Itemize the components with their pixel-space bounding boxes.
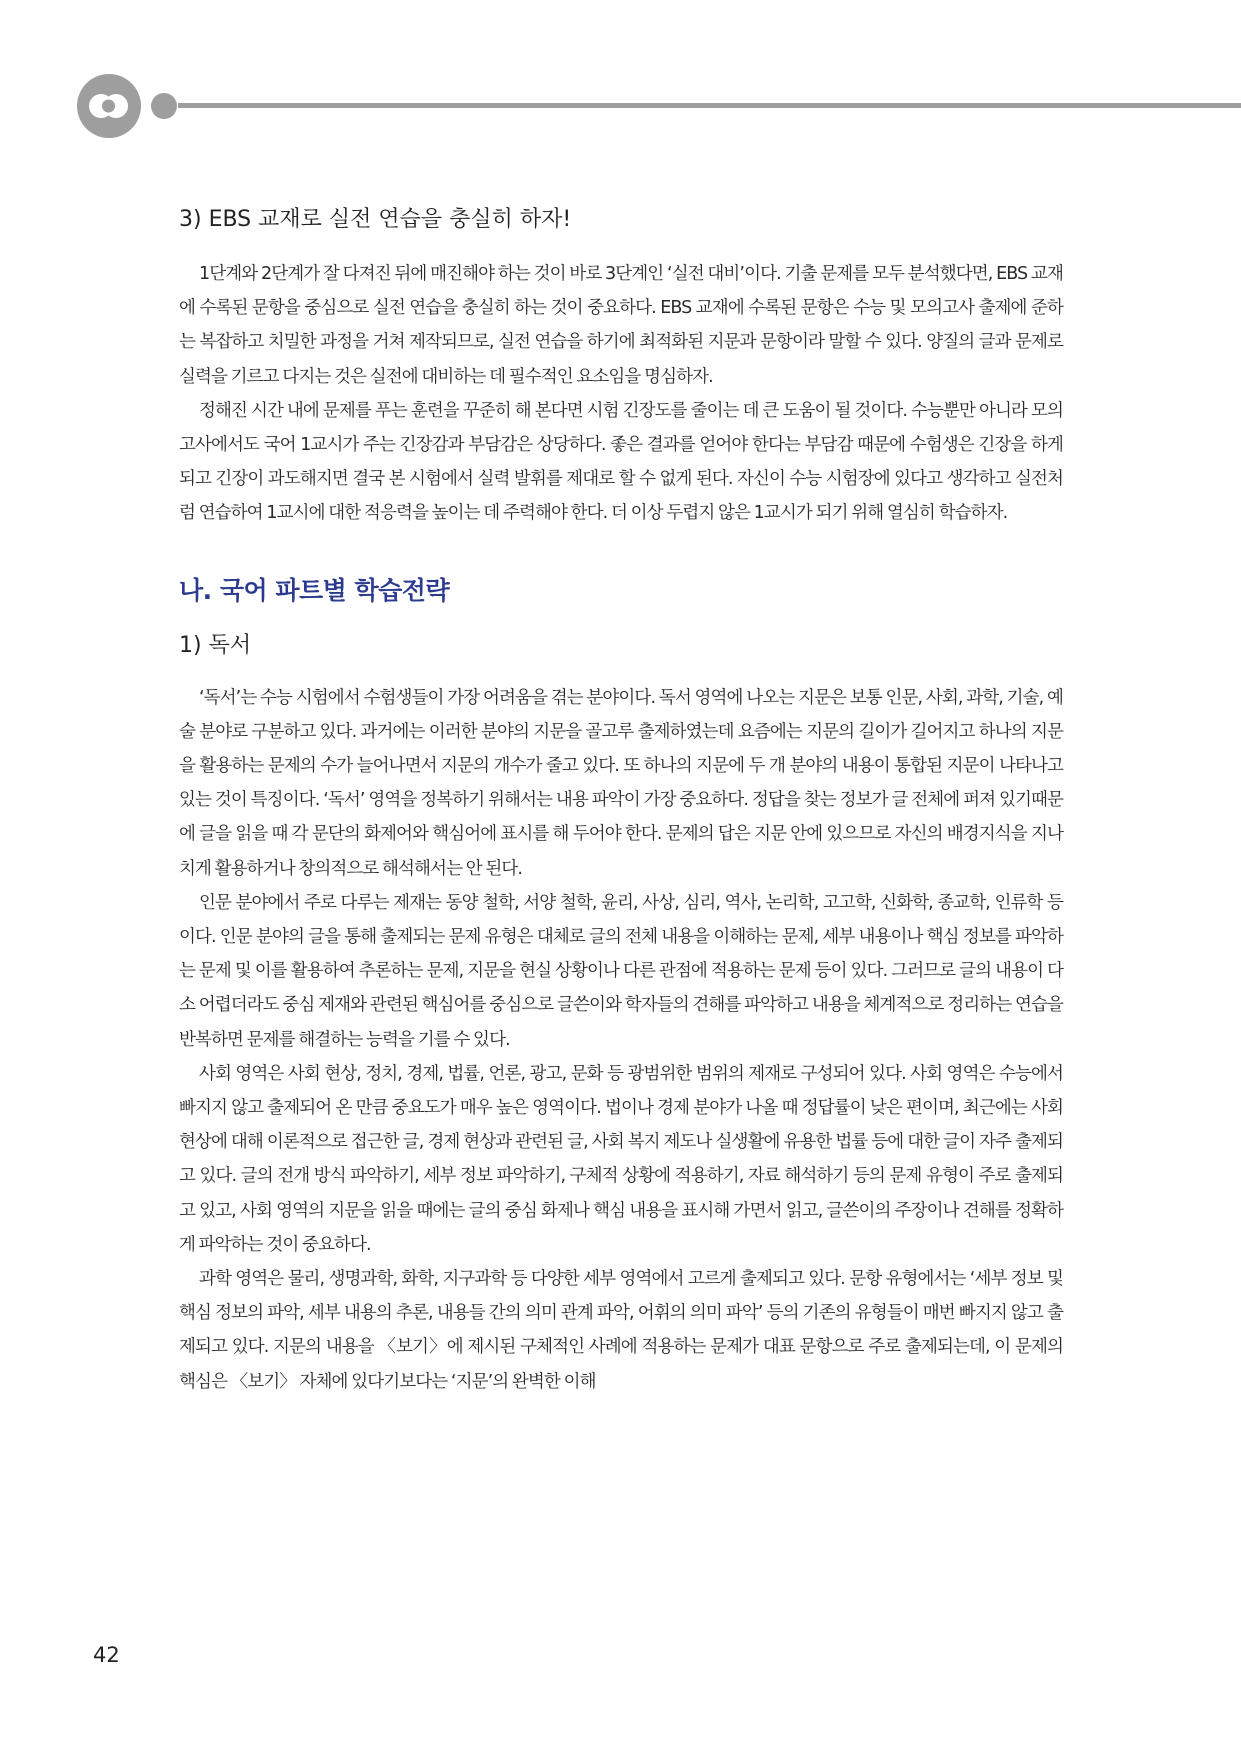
- paragraph: 인문 분야에서 주로 다루는 제재는 동양 철학, 서양 철학, 윤리, 사상, 심리, 역사, 논리학, 고고학, 신화학, 종교학, 인류학 등이다. 인문 분야의 글을 통해 출제되는 문제 유형은 대체로 글의 전체 내용을 이해하는 문제, 세부 내용이나 핵심 정보를 파악하는 문제 및 이를 활용하여 추론하는 문제, 지문을 현실 상황이나 다른 관점에 적용하는 문제 등이 있다. 그러므로 글의 내용이 다소 어렵더라도 중심 제재와 관련된 핵심어를 중심으로 글쓴이와 학자들의 견해를 파악하고 내용을 체계적으로 정리하는 연습을 반복하면 문제를 해결하는 능력을 기를 수 있다.: [179, 892, 1063, 1050]
- page-number: 42: [93, 1643, 120, 1667]
- subheading-reading: 1) 독서: [179, 632, 252, 658]
- paragraph: 1단계와 2단계가 잘 다져진 뒤에 매진해야 하는 것이 바로 3단계인 ‘실전 대비’이다. 기출 문제를 모두 분석했다면, EBS 교재에 수록된 문항을 중심으로 실전 연습을 충실히 하는 것이 중요하다. EBS 교재에 수록된 문항은 수능 및 모의고사 출제에 준하는 복잡하고 치밀한 과정을 거쳐 제작되므로, 실전 연습을 하기에 최적화된 지문과 문항이라 말할 수 있다. 양질의 글과 문제로 실력을 기르고 다지는 것은 실전에 대비하는 데 필수적인 요소임을 명심하자.: [179, 264, 1063, 387]
- paragraph: 사회 영역은 사회 현상, 정치, 경제, 법률, 언론, 광고, 문화 등 광범위한 범위의 제재로 구성되어 있다. 사회 영역은 수능에서 빠지지 않고 출제되어 온 만큼 중요도가 매우 높은 영역이다. 법이나 경제 분야가 나올 때 정답률이 낮은 편이며, 최근에는 사회 현상에 대해 이론적으로 접근한 글, 경제 현상과 관련된 글, 사회 복지 제도나 실생활에 유용한 법률 등에 대한 글이 자주 출제되고 있다. 글의 전개 방식 파악하기, 세부 정보 파악하기, 구체적 상황에 적용하기, 자료 해석하기 등의 문제 유형이 주로 출제되고 있고, 사회 영역의 지문을 읽을 때에는 글의 중심 화제나 핵심 내용을 표시해 가면서 읽고, 글쓴이의 주장이나 견해를 정확하게 파악하는 것이 중요하다.: [179, 1063, 1063, 1255]
- header-decoration: [0, 0, 1241, 160]
- small-dot-icon: [151, 93, 177, 119]
- paragraph: 정해진 시간 내에 문제를 푸는 훈련을 꾸준히 해 본다면 시험 긴장도를 줄이는 데 큰 도움이 될 것이다. 수능뿐만 아니라 모의고사에서도 국어 1교시가 주는 긴장감과 부담감은 상당하다. 좋은 결과를 얻어야 한다는 부담감 때문에 수험생은 긴장을 하게 되고 긴장이 과도해지면 결국 본 시험에서 실력 발휘를 제대로 할 수 없게 된다. 자신이 수능 시험장에 있다고 생각하고 실전처럼 연습하여 1교시에 대한 적응력을 높이는 데 주력해야 한다. 더 이상 두렵지 않은 1교시가 되기 위해 열심히 학습하자.: [179, 400, 1063, 524]
- inner-circle-overlap: [102, 100, 115, 113]
- paragraph: ‘독서’는 수능 시험에서 수험생들이 가장 어려움을 겪는 분야이다. 독서 영역에 나오는 지문은 보통 인문, 사회, 과학, 기술, 예술 분야로 구분하고 있다. 과거에는 이러한 분야의 지문을 골고루 출제하였는데 요즘에는 지문의 길이가 길어지고 하나의 지문을 활용하는 문제의 수가 늘어나면서 지문의 개수가 줄고 있다. 또 하나의 지문에 두 개 분야의 내용이 통합된 지문이 나타나고 있는 것이 특징이다. ‘독서’ 영역을 정복하기 위해서는 내용 파악이 가장 중요하다. 정답을 찾는 정보가 글 전체에 퍼져 있기때문에 글을 읽을 때 각 문단의 화제어와 핵심어에 표시를 해 두어야 한다. 문제의 답은 지문 안에 있으므로 자신의 배경지식을 지나치게 활용하거나 창의적으로 해석해서는 안 된다.: [179, 687, 1063, 879]
- main-content: [179, 205, 1063, 1399]
- header-rule: [178, 103, 1241, 108]
- paragraph: 과학 영역은 물리, 생명과학, 화학, 지구과학 등 다양한 세부 영역에서 고르게 출제되고 있다. 문항 유형에서는 ‘세부 정보 및 핵심 정보의 파악, 세부 내용의 추론, 내용들 간의 의미 관계 파악, 어휘의 의미 파악’ 등의 기존의 유형들이 매번 빠지지 않고 출제되고 있다. 지문의 내용을 〈보기〉에 제시된 구체적인 사례에 적용하는 문제가 대표 문항으로 주로 출제되는데, 이 문제의 핵심은 〈보기〉 자체에 있다기보다는 ‘지문’의 완벽한 이해: [179, 1269, 1063, 1392]
- subheading-ebs-practice: 3) EBS 교재로 실전 연습을 충실히 하자!: [179, 207, 572, 232]
- section-heading: 나. 국어 파트별 학습전략: [179, 575, 450, 605]
